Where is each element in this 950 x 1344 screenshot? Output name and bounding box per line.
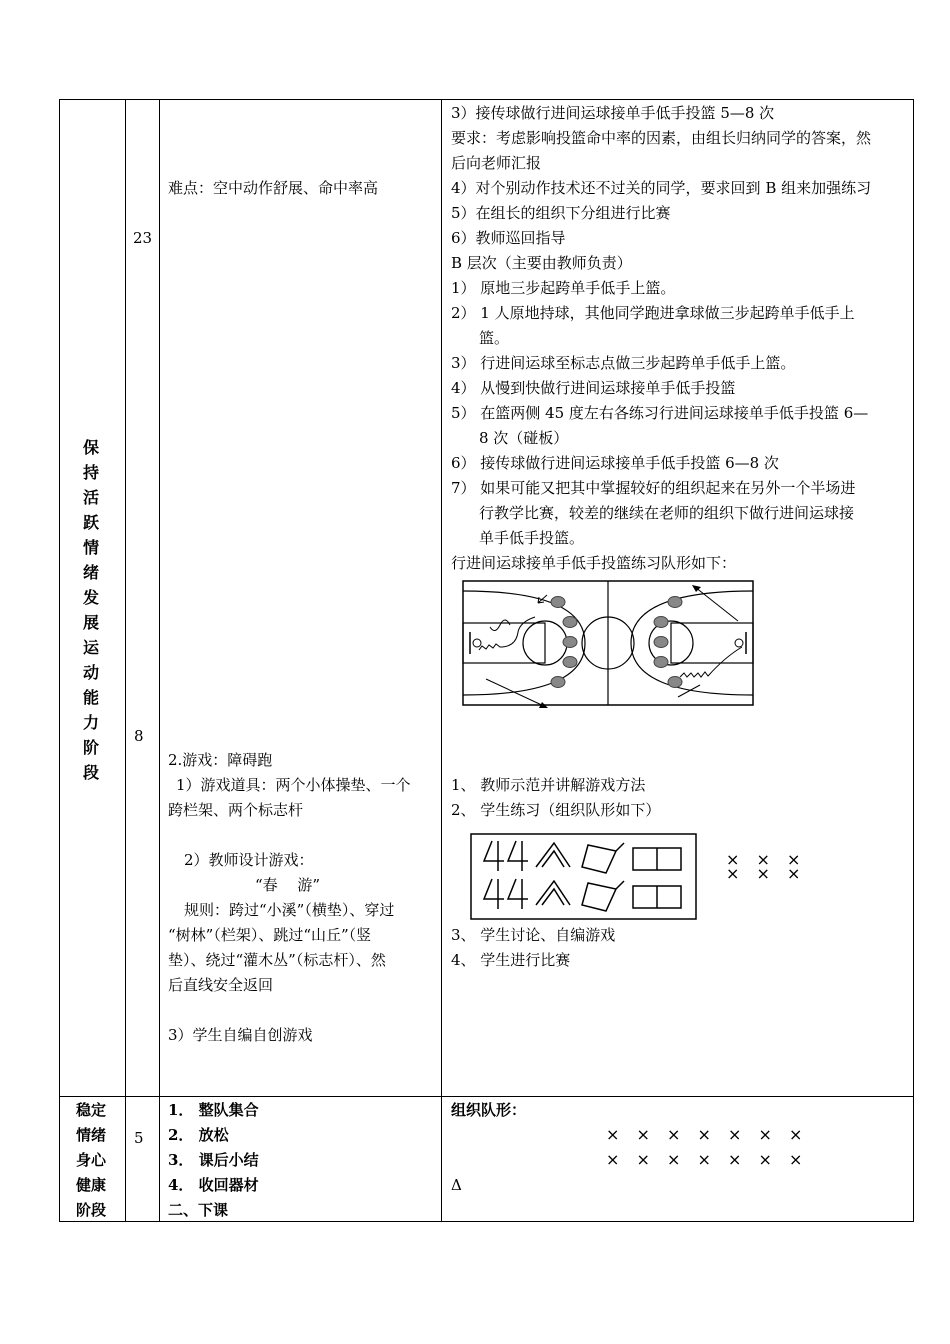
difficulty-text: 难点：空中动作舒展、命中率高 <box>168 179 379 197</box>
method-line: 8 次（碰板） <box>479 429 569 447</box>
stage-char: 跃 <box>82 513 99 532</box>
teacher-position-mark: Δ <box>451 1176 462 1194</box>
column-divider-1 <box>125 99 126 1222</box>
column-divider-2 <box>159 99 160 1222</box>
method-line: 4） 从慢到快做行进间运球接单手低手投篮 <box>451 379 736 397</box>
method-line: 行教学比赛，较差的继续在老师的组织下做行进间运球接 <box>479 504 855 522</box>
time-minutes: 5 <box>134 1129 144 1147</box>
stage-char: 能 <box>82 688 99 707</box>
stage-line: 阶段 <box>76 1201 107 1219</box>
game-name: “春 游” <box>255 876 321 894</box>
game-props: 跨栏架、两个标志杆 <box>168 801 304 819</box>
method-line: 5）在组长的组织下分组进行比赛 <box>451 204 671 222</box>
student-crosses: × × × <box>726 864 807 883</box>
table-right-border <box>913 99 914 1222</box>
stage-char: 绪 <box>82 563 99 582</box>
stage-line: 健康 <box>76 1176 107 1194</box>
stage-line: 稳定 <box>76 1101 107 1119</box>
game-rules: 后直线安全返回 <box>168 976 274 994</box>
time-minutes: 8 <box>134 727 144 745</box>
closing-item: 2． 放松 <box>168 1126 229 1144</box>
game-rules: “树林”（栏架）、跳过“山丘”（竖 <box>168 926 372 944</box>
stage-char: 运 <box>82 638 99 657</box>
game-rules: 规则：跨过“小溪”（横垫）、穿过 <box>184 901 395 919</box>
self-create-game: 3）学生自编自创游戏 <box>168 1026 313 1044</box>
closing-item: 1． 整队集合 <box>168 1101 259 1119</box>
method-line: 篮。 <box>479 329 510 347</box>
time-minutes: 23 <box>133 229 153 247</box>
stage-line: 情绪 <box>76 1126 107 1144</box>
formation-title: 组织队形： <box>451 1101 527 1119</box>
game-props: 1）游戏道具：两个小体操垫、一个 <box>176 776 411 794</box>
closing-item: 3． 课后小结 <box>168 1151 259 1169</box>
stage-char: 段 <box>82 763 99 782</box>
game-step: 1、 教师示范并讲解游戏方法 <box>451 776 646 794</box>
method-line: 单手低手投篮。 <box>479 529 585 547</box>
stage-line: 身心 <box>76 1151 107 1169</box>
game-step: 4、 学生进行比赛 <box>451 951 571 969</box>
method-line: 7） 如果可能又把其中掌握较好的组织起来在另外一个半场进 <box>451 479 856 497</box>
closing-item: 4． 收回器材 <box>168 1176 259 1194</box>
formation-row: × × × × × × × <box>606 1125 809 1144</box>
game-title: 2.游戏：障碍跑 <box>168 751 273 769</box>
method-line: 1） 原地三步起跨单手低手上篮。 <box>451 279 676 297</box>
game-step: 2、 学生练习（组织队形如下） <box>451 801 661 819</box>
formation-row: × × × × × × × <box>606 1150 809 1169</box>
table-row-divider <box>59 1096 914 1097</box>
method-line: 2） 1 人原地持球，其他同学跑进拿球做三步起跨单手低手上 <box>451 304 855 322</box>
stage-char: 情 <box>82 538 99 557</box>
column-divider-3 <box>441 99 442 1222</box>
stage-char: 展 <box>82 613 99 632</box>
obstacle-course-diagram <box>470 833 698 921</box>
game-design: 2）教师设计游戏： <box>184 851 314 869</box>
method-line: 行进间运球接单手低手投篮练习队形如下： <box>451 554 737 572</box>
stage-char: 保 <box>82 438 99 457</box>
student-crosses: × × × <box>726 850 807 869</box>
method-line: 6） 接传球做行进间运球接单手低手投篮 6—8 次 <box>451 454 779 472</box>
game-rules: 垫）、绕过“灌木丛”（标志杆）、然 <box>168 951 386 969</box>
stage-char: 力 <box>82 713 99 732</box>
method-line: 后向老师汇报 <box>451 154 542 172</box>
method-line: 6）教师巡回指导 <box>451 229 566 247</box>
table-left-border <box>59 99 60 1222</box>
method-line: 4）对个别动作技术还不过关的同学，要求回到 B 组来加强练习 <box>451 179 872 197</box>
stage-char: 发 <box>82 588 99 607</box>
game-step: 3、 学生讨论、自编游戏 <box>451 926 616 944</box>
method-line: 要求：考虑影响投篮命中率的因素，由组长归纳同学的答案，然 <box>451 129 872 147</box>
stage-char: 活 <box>82 488 99 507</box>
method-line: B 层次（主要由教师负责） <box>451 254 632 272</box>
table-top-border <box>59 99 914 100</box>
stage-char: 动 <box>82 663 99 682</box>
stage-char: 持 <box>82 463 99 482</box>
stage-char: 阶 <box>82 738 99 757</box>
closing-item: 二、下课 <box>168 1201 229 1219</box>
basketball-court-diagram <box>450 577 762 735</box>
method-line: 5） 在篮两侧 45 度左右各练习行进间运球接单手低手投篮 6— <box>451 404 869 422</box>
method-line: 3） 行进间运球至标志点做三步起跨单手低手上篮。 <box>451 354 796 372</box>
table-bottom-border <box>59 1221 914 1222</box>
method-line: 3）接传球做行进间运球接单手低手投篮 5—8 次 <box>451 104 775 122</box>
